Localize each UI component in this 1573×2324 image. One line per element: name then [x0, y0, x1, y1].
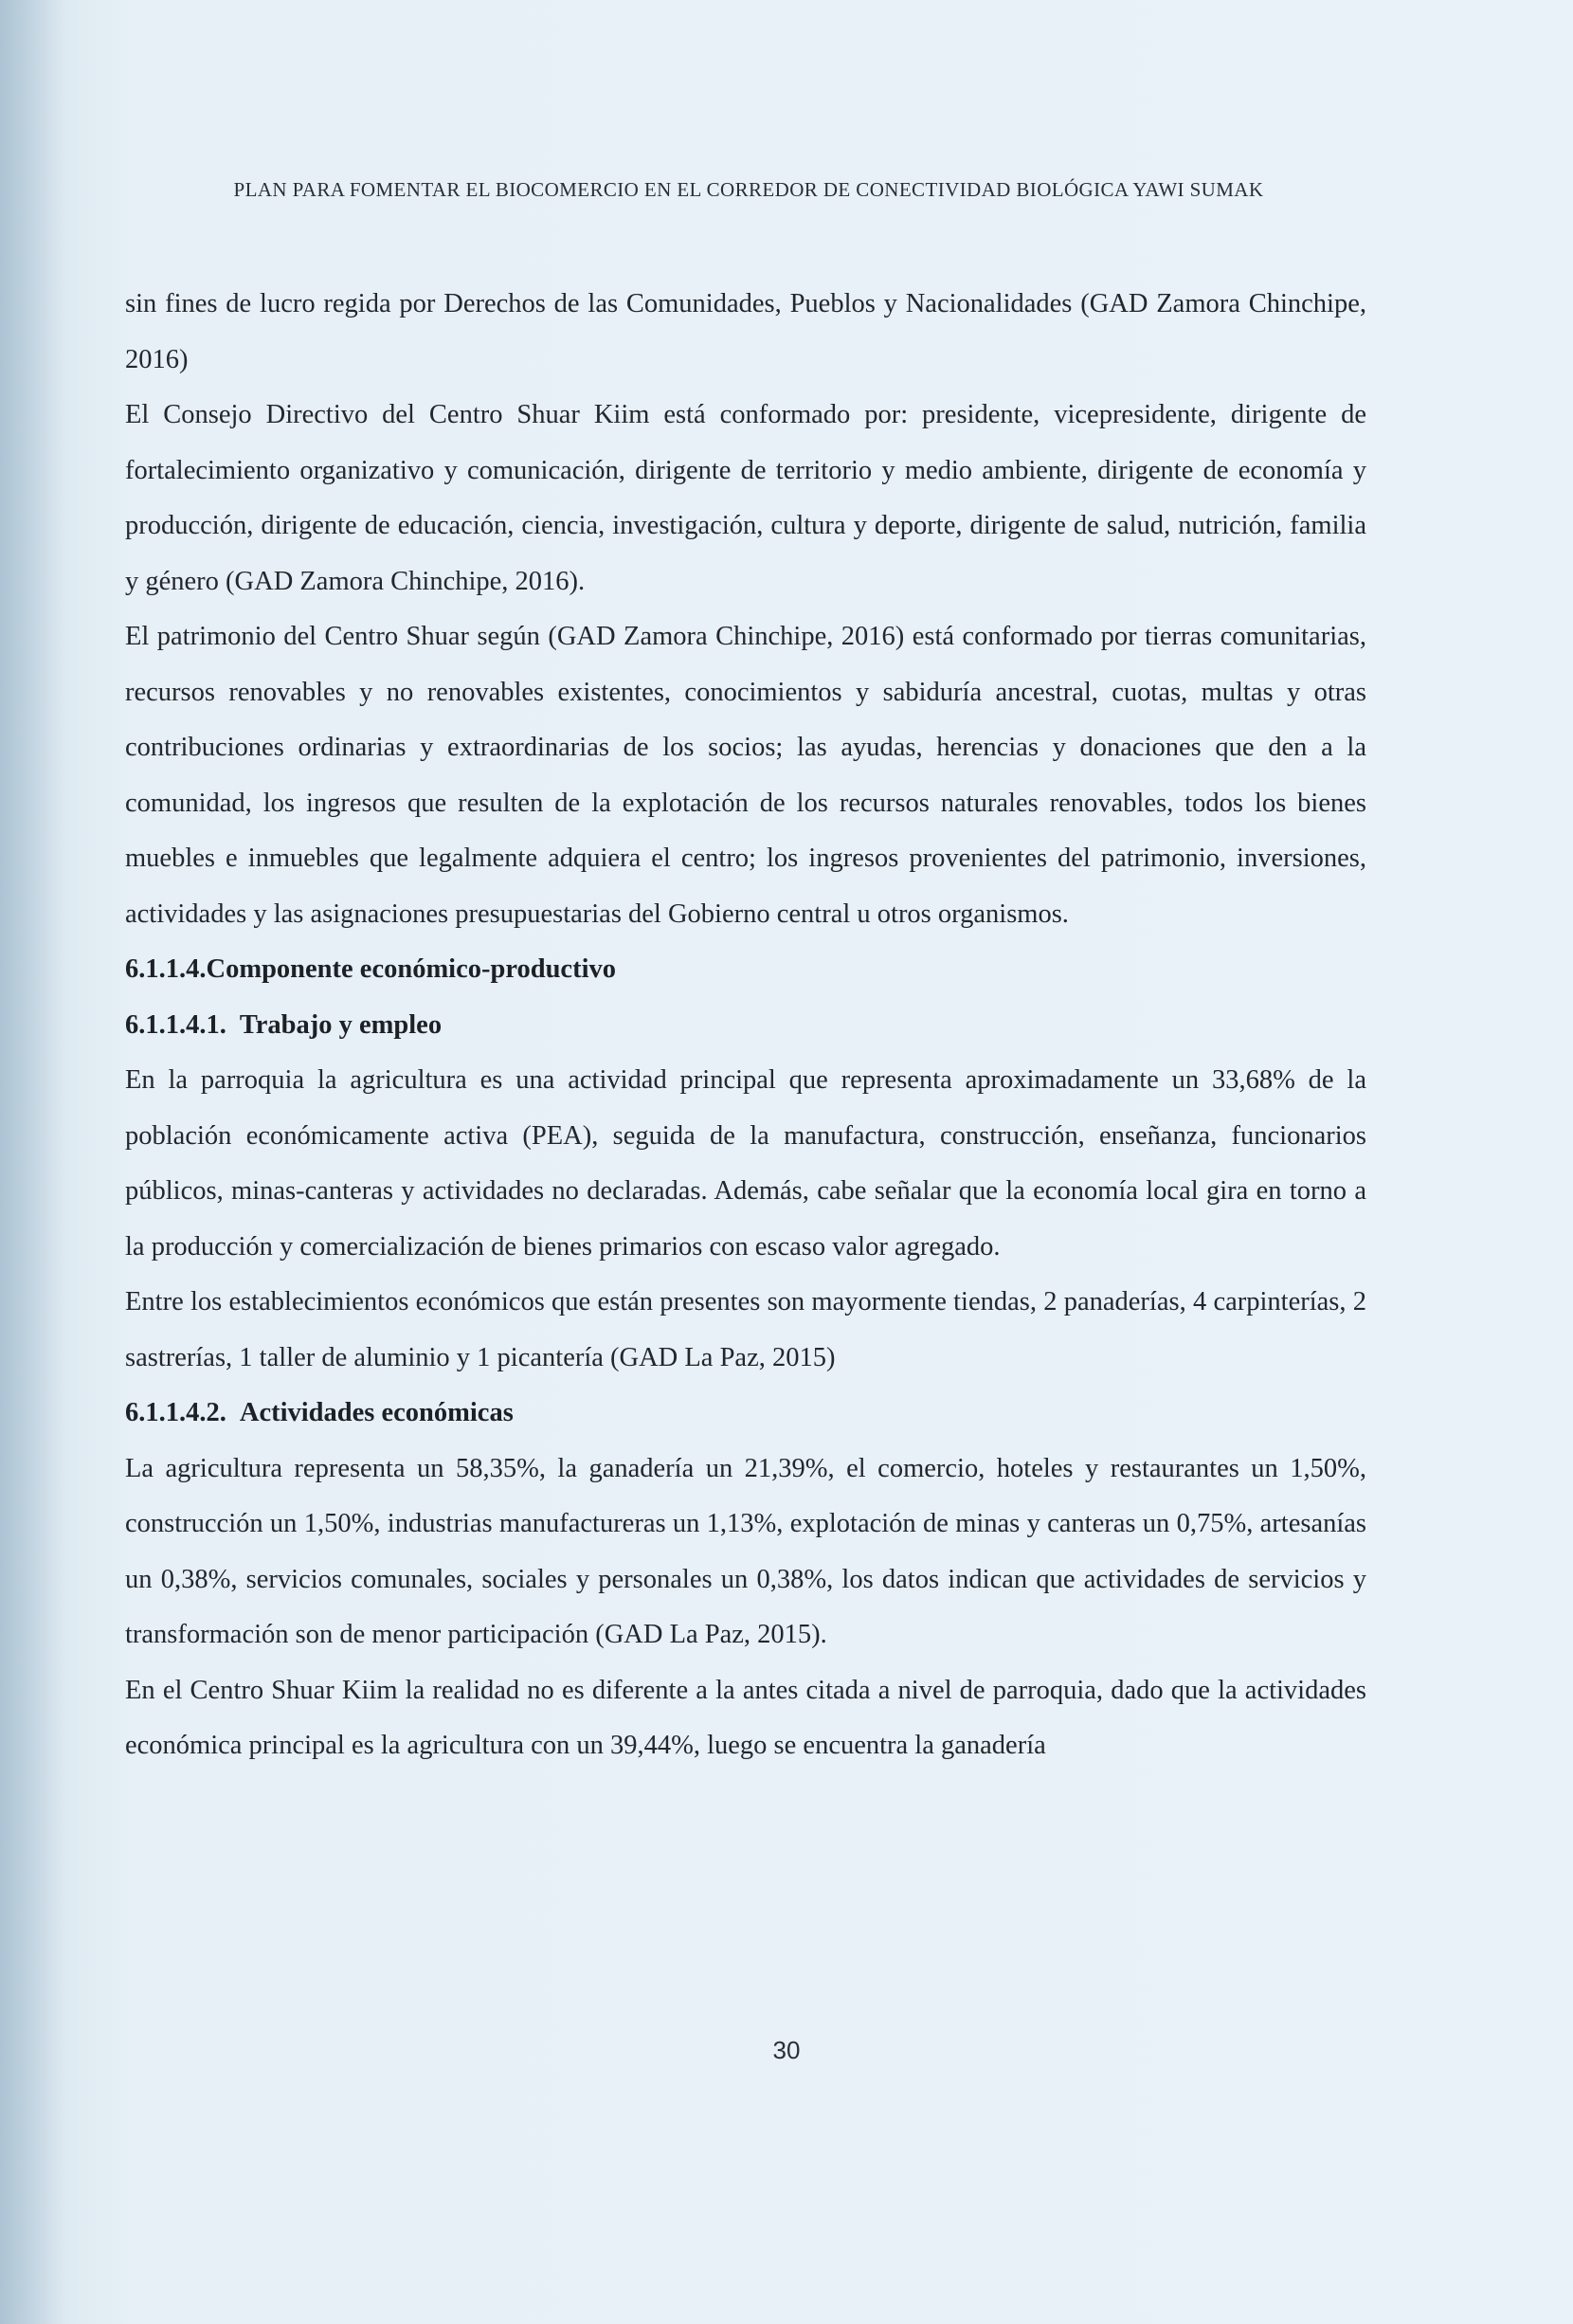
- paragraph-4: En la parroquia la agricultura es una actividad principal que representa aproximadamente un 33,68% de la población económicamente activa (PEA), seguida de la manufactura, construcción, enseñanza, funcionarios públicos, minas-canteras y actividades no declaradas. Además, cabe señalar que la economía local gira en torno a la producción y comercialización de bienes primarios con escaso valor agregado.: [125, 1065, 1366, 1262]
- running-header: PLAN PARA FOMENTAR EL BIOCOMERCIO EN EL CORREDOR DE CONECTIVIDAD BIOLÓGICA YAWI SUMAK: [233, 178, 1264, 201]
- paragraph-6: La agricultura representa un 58,35%, la ganadería un 21,39%, el comercio, hoteles y restaurantes un 1,50%, construcción un 1,50%, industrias manufactureras un 1,13%, explotación de minas y canteras un 0,75%, artesanías un 0,38%, servicios comunales, sociales y personales un 0,38%, los datos indican que actividades de servicios y transformación son de menor participación (GAD La Paz, 2015).: [125, 1453, 1366, 1649]
- paragraph-1: sin fines de lucro regida por Derechos de las Comunidades, Pueblos y Nacionalidades (GAD Zamora Chinchipe, 2016): [125, 289, 1366, 374]
- paragraph-3: El patrimonio del Centro Shuar según (GAD Zamora Chinchipe, 2016) está conformado por tierras comunitarias, recursos renovables y no renovables existentes, conocimientos y sabiduría ancestral, cuotas, multas y otras contribuciones ordinarias y extraordinarias de los socios; las ayudas, herencias y donaciones que den a la comunidad, los ingresos que resulten de la explotación de los recursos naturales renovables, todos los bienes muebles e inmuebles que legalmente adquiera el centro; los ingresos provenientes del patrimonio, inversiones, actividades y las asignaciones presupuestarias del Gobierno central u otros organismos.: [125, 622, 1366, 929]
- subsection-heading-trabajo-empleo: [125, 998, 1366, 1054]
- heading-number: 6.1.1.4.1.: [125, 1009, 226, 1040]
- paragraph-5: Entre los establecimientos económicos que están presentes son mayormente tiendas, 2 panaderías, 4 carpinterías, 2 sastrerías, 1 taller de aluminio y 1 picantería (GAD La Paz, 2015): [125, 1287, 1366, 1372]
- heading-text: Trabajo y empleo: [239, 1009, 443, 1040]
- section-heading-6-1-1-4: 6.1.1.4.Componente económico-productivo: [125, 954, 616, 984]
- binding-shadow: [0, 0, 66, 2324]
- heading-text: Actividades económicas: [239, 1398, 514, 1427]
- paragraph-2: El Consejo Directivo del Centro Shuar Kiim está conformado por: presidente, vicepresidente, dirigente de fortalecimiento organizativo y comunicación, dirigente de territorio y medio ambiente, dirigente de economía y producción, dirigente de educación, ciencia, investigación, cultura y deporte, dirigente de salud, nutrición, familia y género (GAD Zamora Chinchipe, 2016).: [125, 400, 1366, 596]
- paragraph-7: En el Centro Shuar Kiim la realidad no es diferente a la antes citada a nivel de parroquia, dado que la actividades económica principal es la agricultura con un 39,44%, luego se encuentra la ganadería: [125, 1675, 1366, 1760]
- heading-number: 6.1.1.4.2.: [125, 1398, 226, 1427]
- subsection-heading-actividades-economicas: [125, 1386, 1366, 1442]
- page-number: 30: [772, 2036, 801, 2064]
- body-content: [125, 277, 1366, 1774]
